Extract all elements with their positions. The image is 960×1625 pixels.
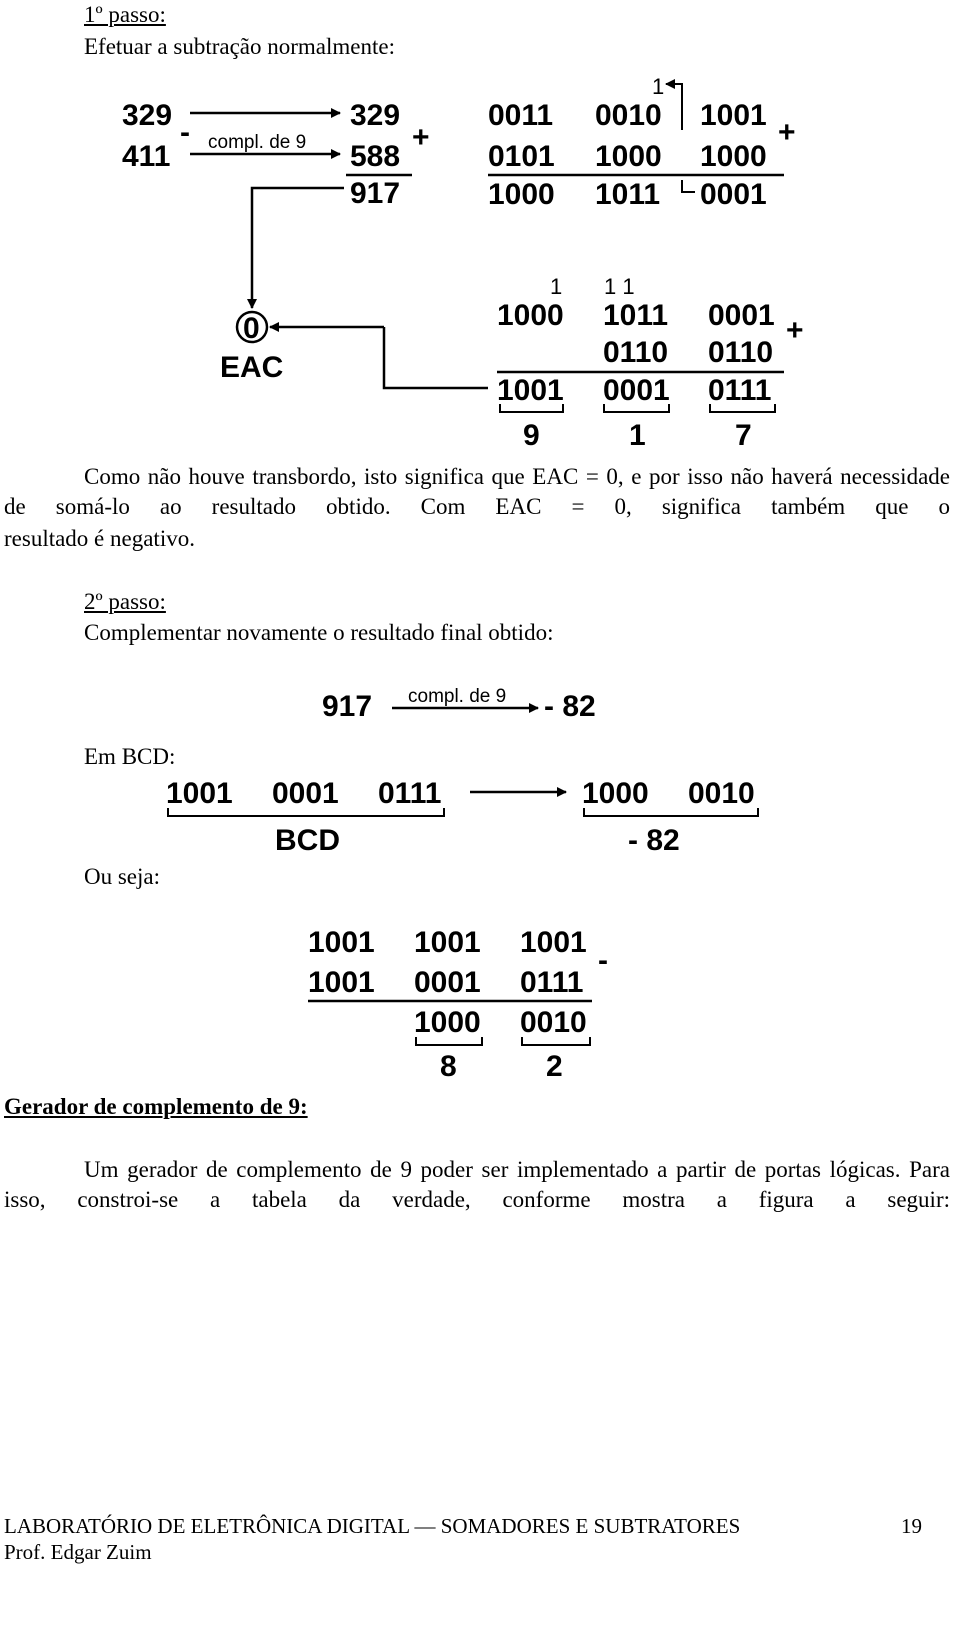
corr-sum-2: 0111 (708, 374, 772, 407)
sub-b-2: 0111 (520, 966, 584, 999)
sub-b-0: 1001 (308, 966, 375, 999)
sub-b-1: 0001 (414, 966, 481, 999)
paragraph-eac: Como não houve transbordo, isto significa que EAC = 0, e por isso não haverá necessidade de somá-lo ao resultado obtido. Com EAC = 0, significa também que o (4, 464, 950, 519)
bcd-out-1: 0010 (688, 777, 755, 810)
sub-minus: - (598, 944, 608, 977)
ou-seja-label: Ou seja: (84, 864, 161, 889)
corr-sum-1: 0001 (603, 374, 670, 407)
section-heading: Gerador de complemento de 9: (4, 1094, 308, 1119)
corr-sum-0: 1001 (497, 374, 564, 407)
bcd-out-0: 1000 (582, 777, 649, 810)
value-917: 917 (322, 690, 373, 723)
carry-link (682, 180, 695, 192)
carry-arrow (666, 84, 682, 130)
bcd-sum-0: 1000 (488, 178, 555, 211)
carry2-0: 1 (550, 274, 563, 299)
corr-b-0: 0110 (603, 336, 669, 369)
bcd-a-1: 0010 (595, 99, 662, 132)
step1-subtitle: Efetuar a subtração normalmente: (84, 34, 395, 59)
footer-course: LABORATÓRIO DE ELETRÔNICA DIGITAL — SOMADORES E SUBTRATORES (4, 1514, 741, 1538)
bcd-in-0: 1001 (166, 777, 233, 810)
neg82-label: - 82 (628, 824, 680, 857)
sub-res-0: 1000 (414, 1006, 481, 1039)
corr-a-2: 0001 (708, 299, 775, 332)
bcd-in-1: 0001 (272, 777, 339, 810)
paragraph-eac-end: resultado é negativo. (4, 526, 195, 551)
bcd-b-0: 0101 (488, 140, 555, 173)
eac-feed-line (384, 327, 488, 388)
sub-a-0: 1001 (308, 926, 375, 959)
bcd-a-0: 0011 (488, 99, 554, 132)
digit-1: 1 (629, 419, 646, 452)
bcd-a-2: 1001 (700, 99, 767, 132)
compl-label: compl. de 9 (208, 132, 307, 153)
step2-subtitle: Complementar novamente o resultado final obtido: (84, 620, 554, 645)
paragraph-generator: Um gerador de complemento de 9 poder ser implementado a partir de portas lógicas. Para isso, constroi-se a tabela da verdade, conforme mostra a figura a seguir: (4, 1157, 950, 1212)
left-value-a: 329 (122, 99, 173, 132)
sub-a-2: 1001 (520, 926, 587, 959)
footer-page-number: 19 (901, 1514, 922, 1538)
result-neg82: - 82 (544, 690, 596, 723)
digit-0: 9 (523, 419, 540, 452)
carry2-1: 1 1 (604, 274, 635, 299)
bcd-in-2: 0111 (378, 777, 442, 810)
corr-plus: + (786, 314, 804, 347)
em-bcd-label: Em BCD: (84, 744, 176, 769)
subtraction-diagram (0, 70, 960, 470)
compl-label-2: compl. de 9 (408, 686, 507, 707)
eac-arrow (252, 188, 344, 308)
bcd-sum-1: 1011 (595, 178, 661, 211)
sub-res-1: 0010 (520, 1006, 587, 1039)
footer-author: Prof. Edgar Zuim (4, 1540, 152, 1564)
corr-a-1: 1011 (603, 299, 669, 332)
plus-sign: + (412, 121, 430, 154)
digit-2: 7 (735, 419, 752, 452)
mid-sum: 917 (350, 177, 401, 210)
sub-digit-0: 8 (440, 1050, 457, 1083)
mid-value-a: 329 (350, 99, 401, 132)
bcd-label: BCD (275, 824, 340, 857)
minus-sign: - (180, 116, 190, 149)
mid-value-b: 588 (350, 140, 401, 173)
step1-title: 1º passo: (84, 2, 166, 27)
corr-a-0: 1000 (497, 299, 564, 332)
sub-digit-1: 2 (546, 1050, 563, 1083)
bcd-sum-2: 0001 (700, 178, 767, 211)
bcd-b-1: 1000 (595, 140, 662, 173)
bcd-plus: + (778, 116, 796, 149)
sub-a-1: 1001 (414, 926, 481, 959)
corr-b-1: 0110 (708, 336, 774, 369)
carry-top: 1 (652, 74, 665, 99)
eac-value: 0 (243, 312, 260, 345)
step2-title: 2º passo: (84, 589, 166, 614)
eac-label: EAC (220, 351, 284, 384)
bcd-b-2: 1000 (700, 140, 767, 173)
left-value-b: 411 (122, 140, 171, 173)
